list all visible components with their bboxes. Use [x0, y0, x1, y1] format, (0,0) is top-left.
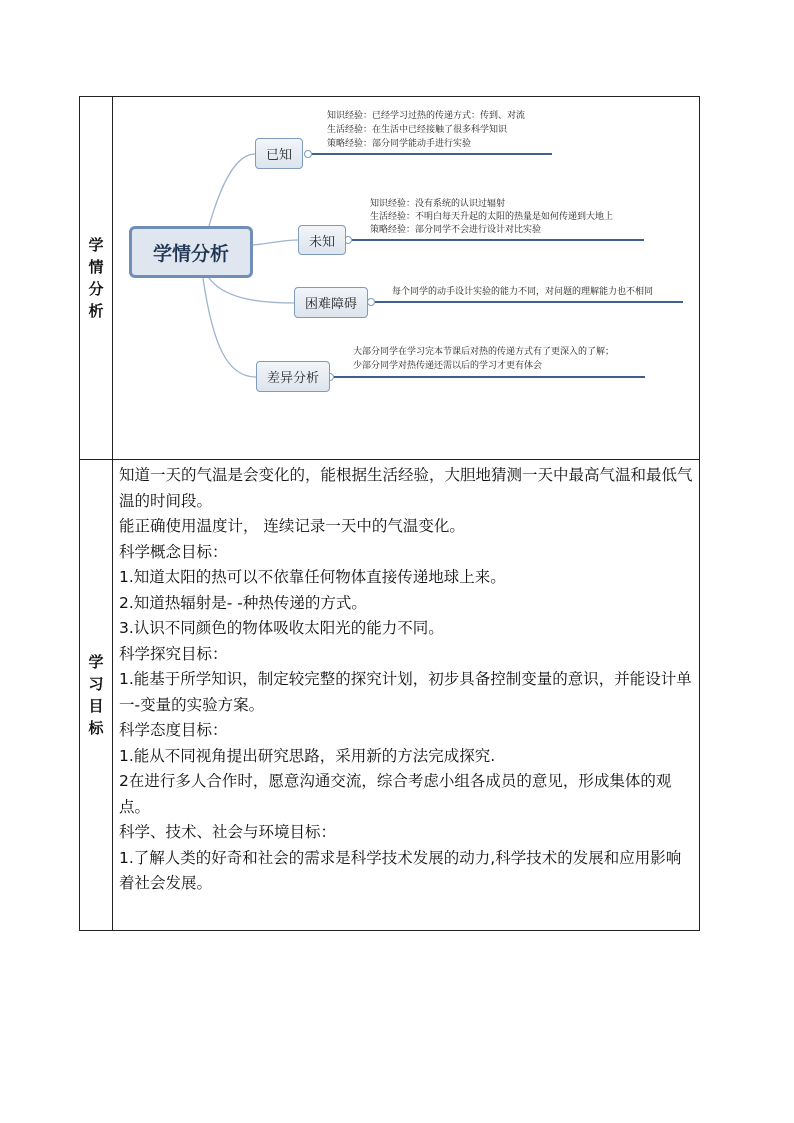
- learning-goals-text: [113, 460, 699, 897]
- goal-heading: 科学概念目标：: [119, 542, 228, 561]
- goal-heading: 科学、技术、社会与环境目标：: [119, 823, 337, 841]
- mindmap-connectors: [113, 97, 701, 459]
- mindmap-cell: [113, 97, 700, 460]
- goal-line: 1.知道太阳的热可以不依靠任何物体直接传递地球上来。: [119, 568, 506, 586]
- note-unknown-2: 生活经验：不明白每天升起的太阳的热量是如何传递到大地上: [370, 212, 614, 222]
- goal-line: 1.能从不同视角提出研究思路，采用新的方法完成探究.: [119, 746, 496, 765]
- mindmap-node-known[interactable]: 已知: [255, 138, 303, 169]
- goal-line: 1.能基于所学知识，制定较完整的探究计划，初步具备控制变量的意识，并能设计单一-变量的实验方案。: [119, 670, 692, 714]
- collapse-circle-icon[interactable]: [305, 151, 312, 158]
- branch-connector-unknown: [253, 240, 298, 245]
- branch-connector-known: [209, 154, 255, 226]
- table-row-learning-goals: [80, 460, 700, 931]
- goal-line: 3.认识不同颜色的物体吸收太阳光的能力不同。: [119, 619, 444, 637]
- note-known-3: 策略经验：部分同学能动手进行实验: [327, 139, 472, 149]
- mindmap-node-difficulty[interactable]: 困难障碍: [294, 287, 368, 318]
- note-difficulty-1: 每个同学的动手设计实验的能力不同，对问题的理解能力也不相同: [392, 287, 654, 297]
- note-unknown-1: 知识经验：没有系统的认识过辐射: [370, 199, 506, 209]
- mindmap: [113, 97, 701, 459]
- row-label-cell: [80, 460, 113, 931]
- note-difference-1: 大部分同学在学习完本节课后对热的传递方式有了更深入的了解；: [353, 347, 615, 357]
- goal-line: 1.了解人类的好奇和社会的需求是科学技术发展的动力,科学技术的发展和应用影响着社会发展。: [119, 848, 682, 892]
- goal-line: 能正确使用温度计， 连续记录一天中的气温变化。: [119, 517, 465, 535]
- table-row-learning-analysis: [80, 97, 700, 460]
- note-known-2: 生活经验：在生活中已经接触了很多科学知识: [327, 125, 508, 135]
- row-label-learning-goals: 学习目标: [88, 653, 104, 737]
- collapse-circle-icon[interactable]: [368, 299, 375, 306]
- goal-line: 知道一天的气温是会变化的，能根据生活经验，大胆地猜测一天中最高气温和最低气温的时间段。: [119, 466, 693, 510]
- analysis-table: [79, 96, 700, 931]
- goal-line: 2.知道热辐射是- -种热传递的方式。: [119, 593, 367, 612]
- note-known-1: 知识经验：已经学习过热的传递方式：传到、对流: [327, 111, 526, 121]
- goal-heading: 科学探究目标：: [119, 644, 228, 663]
- mindmap-node-unknown[interactable]: 未知: [298, 225, 346, 255]
- note-difference-2: 少部分同学对热传递还需以后的学习才更有体会: [353, 361, 543, 371]
- goal-heading: 科学态度目标：: [119, 721, 228, 739]
- row-label-cell: [80, 97, 113, 460]
- branch-connector-difficulty: [209, 278, 294, 303]
- mindmap-node-difference[interactable]: 差异分析: [256, 361, 330, 392]
- note-unknown-3: 策略经验：部分同学不会进行设计对比实验: [370, 225, 542, 235]
- mindmap-root[interactable]: 学情分析: [129, 226, 253, 278]
- goals-cell: [113, 460, 700, 931]
- row-label-learning-analysis: 学情分析: [88, 236, 104, 320]
- goal-line: 2在进行多人合作时，愿意沟通交流，综合考虑小组各成员的意见，形成集体的观点。: [119, 772, 672, 816]
